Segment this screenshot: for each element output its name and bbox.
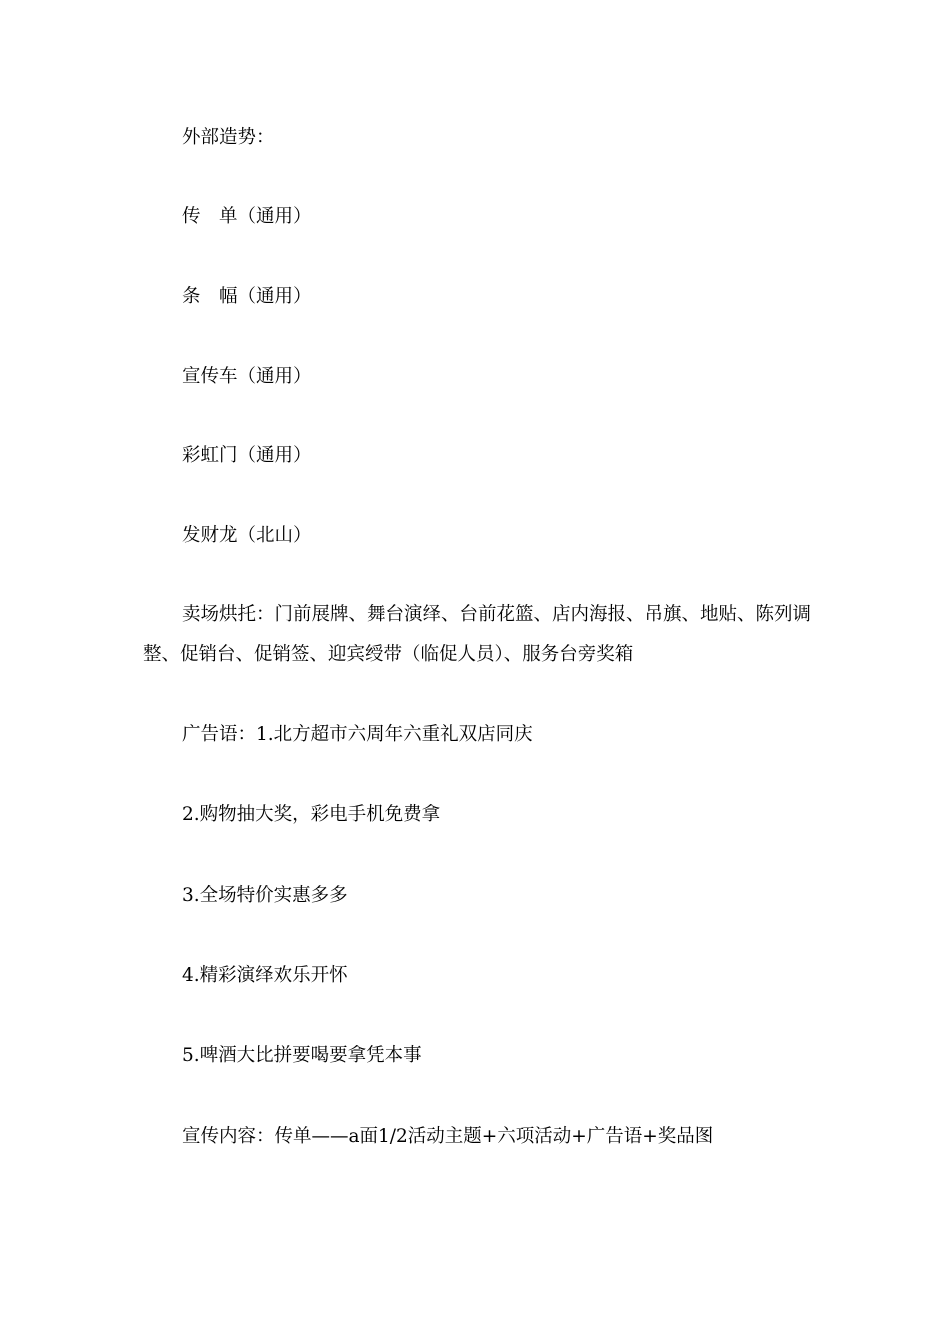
item-flyer: 传 单（通用）: [182, 206, 312, 227]
paragraph-store-decoration: 卖场烘托：门前展牌、舞台演绎、台前花篮、店内海报、吊旗、地贴、陈列调整、促销台、促销签、迎宾绶带（临促人员）、服务台旁奖箱: [143, 604, 812, 665]
item-rainbow-arch: 彩虹门（通用）: [182, 445, 312, 466]
slogan-2: 2.购物抽大奖，彩电手机免费拿: [182, 804, 441, 825]
slogan-5: 5.啤酒大比拼要喝要拿凭本事: [182, 1045, 422, 1066]
slogan-1: 广告语：1.北方超市六周年六重礼双店同庆: [182, 724, 533, 745]
slogan-4: 4.精彩演绎欢乐开怀: [182, 965, 348, 986]
slogan-3: 3.全场特价实惠多多: [182, 885, 348, 906]
item-promo-vehicle: 宣传车（通用）: [182, 366, 312, 387]
paragraph-promo-content: 宣传内容：传单——a面1/2活动主题+六项活动+广告语+奖品图: [182, 1126, 714, 1147]
heading-external-promotion: 外部造势：: [182, 127, 275, 148]
item-fortune-dragon: 发财龙（北山）: [182, 525, 312, 546]
item-banner: 条 幅（通用）: [182, 286, 312, 307]
